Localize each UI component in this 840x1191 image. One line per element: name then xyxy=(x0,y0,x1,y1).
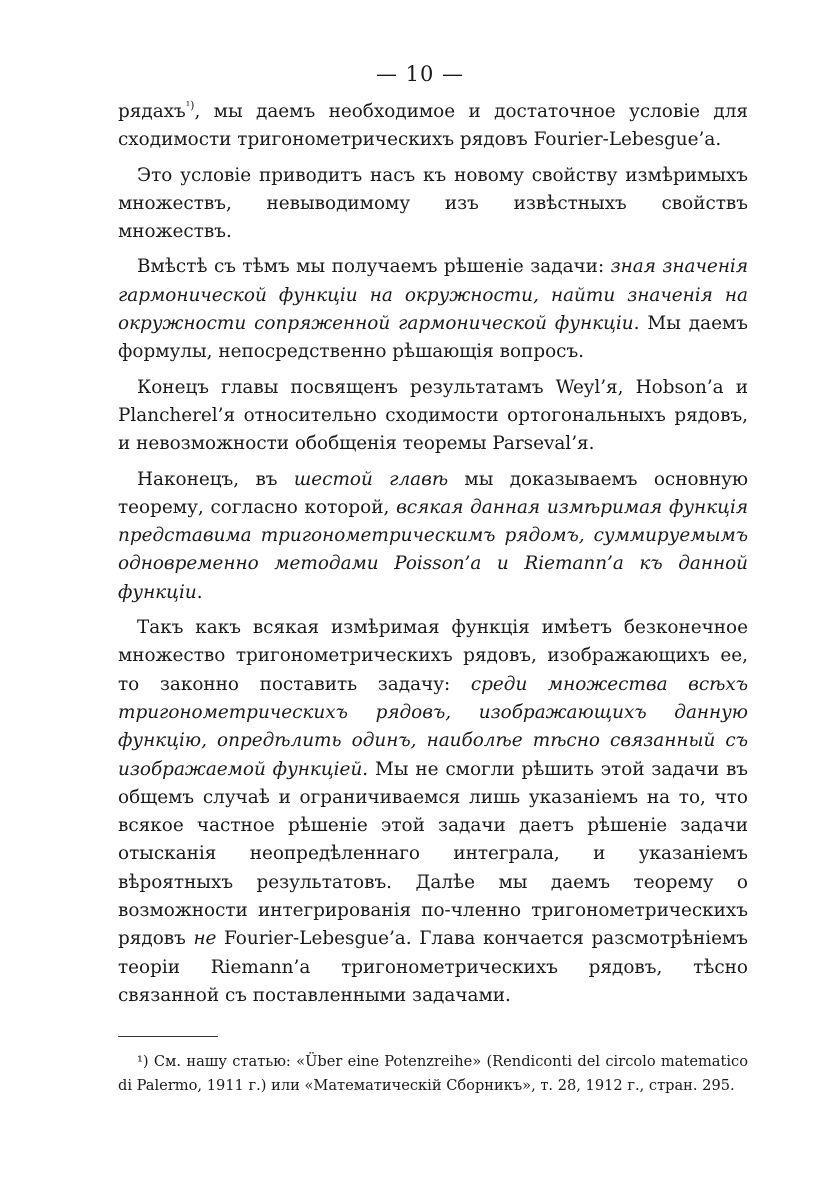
footnote xyxy=(118,1050,748,1098)
text-run: Это условіе приводитъ насъ къ новому свойству измѣримыхъ множествъ, невыводимому изъ извѣстныхъ свойствъ множествъ. xyxy=(118,164,748,243)
text-run: . Мы даемъ формулы, непосредственно рѣшающія вопросъ. xyxy=(118,313,748,363)
body-text xyxy=(118,98,748,1017)
text-run: Вмѣстѣ съ тѣмъ мы получаемъ рѣшеніе задачи: xyxy=(137,256,611,278)
paragraph-5 xyxy=(118,466,748,607)
text-run: Fourier-Lebesgue’а. Глава кончается разсмотрѣніемъ теоріи Riemann’а тригонометрическихъ рядовъ, тѣсно связанной съ поставленными задачами. xyxy=(118,928,748,1006)
text-run: Такъ какъ всякая измѣримая функція имѣетъ безконечное множество тригонометрическихъ рядовъ, изображающихъ ее, то законно поставить задачу: xyxy=(118,617,748,695)
italic-text-run: не xyxy=(193,928,217,950)
text-run: . xyxy=(196,581,203,603)
text-run: мы доказываемъ основную теорему, согласно которой, xyxy=(118,468,748,518)
italic-text-run: всякая данная измѣримая функція представима тригонометрическимъ рядомъ, суммируемымъ одновременно методами Poisson’а и Riemann’а къ данной функціи xyxy=(118,496,749,603)
footnote-marker: ¹) xyxy=(137,1053,149,1070)
text-run: . Мы не смогли рѣшить этой задачи въ общемъ случаѣ и ограничиваемся лишь указаніемъ на то, что всякое частное рѣшеніе этой задачи даетъ рѣшеніе задачи отысканія неопредѣленнаго интеграла, и указаніемъ вѣроятныхъ результатовъ. Далѣе мы даемъ теорему о возможности интегрированія по-членно тригонометрическихъ рядовъ xyxy=(118,758,748,950)
text-run: рядахъ xyxy=(118,101,186,122)
paragraph-4 xyxy=(118,374,748,459)
italic-text-run: зная значенія гармонической функціи на окружности, найти значенія на окружности сопряженной гармонической функціи xyxy=(118,256,748,335)
paragraph-6 xyxy=(118,614,748,1010)
text-run: Конецъ главы посвященъ результатамъ Weyl’я, Hobson’а и Plancherel’я относительно сходимости ортогональныхъ рядовъ, и невозможности обобщенія теоремы Parseval’я. xyxy=(118,376,748,455)
text-run: Наконецъ, въ xyxy=(137,468,294,490)
footnote-text: См. нашу статью: «Über eine Potenzreihe» (Rendiconti del circolo matematico di Palermo, 1911 г.) или «Математическій Сборникъ», т. 28, 1912 г., стран. 295. xyxy=(118,1053,748,1094)
text-run: , мы даемъ необходимое и достаточное условіе для сходимости тригонометрическихъ рядовъ Fourier-Lebesgue’а. xyxy=(118,101,748,151)
paragraph-1 xyxy=(118,98,748,155)
page-number: — 10 — xyxy=(375,62,465,86)
paragraph-3 xyxy=(118,253,748,366)
italic-text-run: шестой главѣ xyxy=(293,468,449,490)
footnote-divider xyxy=(118,1036,218,1037)
paragraph-2 xyxy=(118,162,748,247)
italic-text-run: среди множества всѣхъ тригонометрическихъ рядовъ, изображающихъ данную функцію, опредѣлить одинъ, наиболѣе тѣсно связанный съ изображаемой функціей xyxy=(118,673,748,780)
footnote-reference: ¹) xyxy=(185,99,195,112)
